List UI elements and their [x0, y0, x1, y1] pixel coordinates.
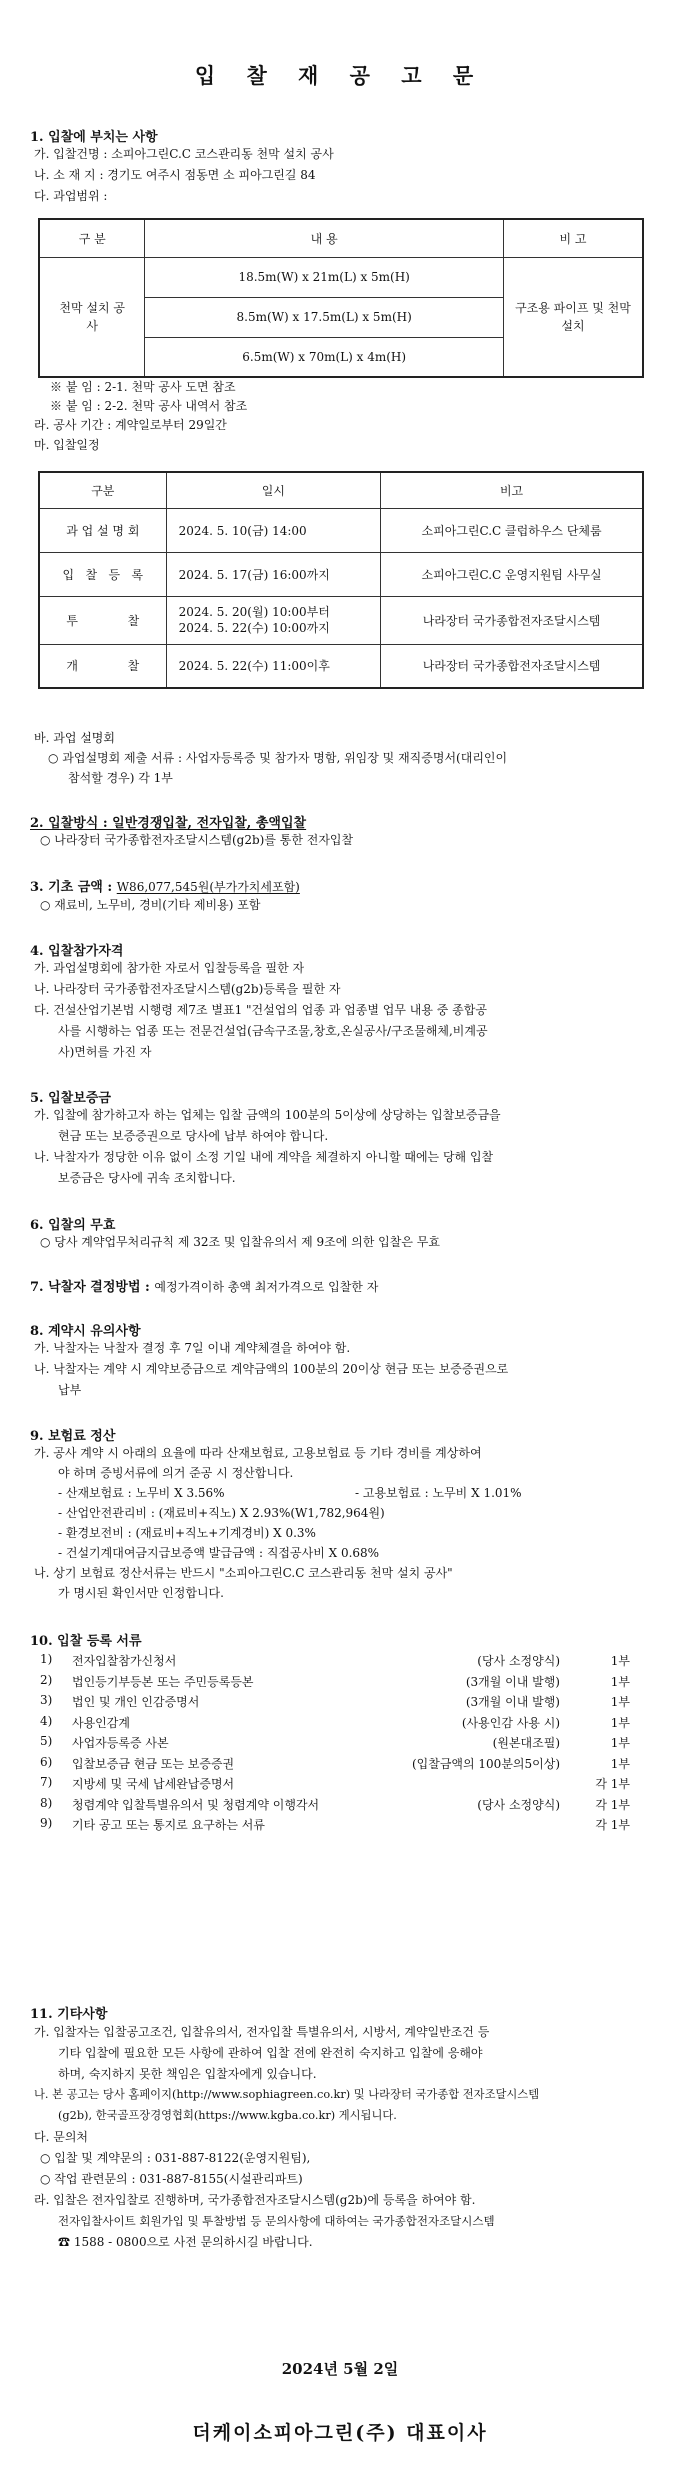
document-number: 9) [40, 1816, 53, 1830]
section-11-heading: 11. 기타사항 [30, 2007, 108, 2022]
document-note: (입찰금액의 100분의5이상) [411, 1757, 560, 1771]
document-name: 법인등기부등본 또는 주민등록등본 [72, 1675, 254, 1689]
section-11-line4: 나. 본 공고는 당사 홈페이지(http://www.sophiagreen.co.kr) 및 나라장터 국가종합 전자조달시스템 [34, 2088, 540, 2101]
section-11-line11: ☎ 1588 - 0800으로 사전 문의하시길 바랍니다. [58, 2235, 313, 2249]
section-6-line1: ○ 당사 계약업무처리규칙 제 32조 및 입찰유의서 제 9조에 의한 입찰은 무효 [40, 1235, 440, 1249]
section-8-heading: 8. 계약시 유의사항 [30, 1324, 141, 1339]
scope-category: 천막 설치 공사 [39, 257, 145, 377]
schedule-row-note: 나라장터 국가종합전자조달시스템 [381, 644, 643, 688]
attachment-ref-1: ※ 붙 임 : 2-1. 천막 공사 도면 참조 [50, 380, 236, 394]
document-name: 사업자등록증 사본 [72, 1736, 169, 1750]
section-9-line8: 가 명시된 확인서만 인정합니다. [58, 1586, 224, 1600]
scope-row: 8.5m(W) x 17.5m(L) x 5m(H) [145, 297, 503, 337]
section-4-heading: 4. 입찰참가자격 [30, 944, 124, 959]
section-11-line3: 하며, 숙지하지 못한 책임은 입찰자에게 있습니다. [58, 2067, 317, 2081]
schedule-row-note: 나라장터 국가종합전자조달시스템 [381, 596, 643, 644]
section-4-line5: 사)면허를 가진 자 [58, 1045, 152, 1059]
scope-note: 구조용 파이프 및 천막 설치 [503, 257, 643, 377]
section-3-line1: ○ 재료비, 노무비, 경비(기타 제비용) 포함 [40, 898, 261, 912]
scope-header-note: 비 고 [503, 219, 643, 257]
schedule-row-name: 투 찰 [39, 596, 166, 644]
equipment-guarantee-rate: - 건설기계대여금지급보증액 발급금액 : 직접공사비 X 0.68% [58, 1546, 380, 1560]
signature: 더케이소피아그린(주) 대표이사 [192, 2422, 488, 2444]
schedule-header-note: 비고 [381, 472, 643, 508]
section-6-heading: 6. 입찰의 무효 [30, 1218, 116, 1233]
attachment-ref-2: ※ 붙 임 : 2-2. 천막 공사 내역서 참조 [50, 399, 248, 413]
section-4-line1: 가. 과업설명회에 참가한 자로서 입찰등록을 필한 자 [34, 961, 305, 975]
document-note: (당사 소정양식) [477, 1798, 560, 1812]
section-4-line4: 사를 시행하는 업종 또는 전문건설업(금속구조물,창호,온실공사/구조물해체,비계공 [58, 1024, 488, 1038]
section-5-heading: 5. 입찰보증금 [30, 1091, 111, 1106]
schedule-row-time [166, 596, 381, 644]
contact-work: ○ 작업 관련문의 : 031-887-8155(시설관리파트) [40, 2172, 303, 2186]
section-11-line1: 가. 입찰자는 입찰공고조건, 입찰유의서, 전자입찰 특별유의서, 시방서, 계약일반조건 등 [34, 2025, 490, 2039]
document-name: 사용인감계 [72, 1716, 130, 1730]
section-11-line10: 전자입찰사이트 회원가입 및 투찰방법 등 문의사항에 대하여는 국가종합전자조달시스템 [58, 2214, 495, 2228]
section-9-heading: 9. 보험료 정산 [30, 1429, 116, 1444]
construction-period: 라. 공사 기간 : 계약일로부터 29일간 [34, 418, 227, 432]
document-quantity: 1부 [610, 1695, 630, 1709]
section-8-line2: 나. 낙찰자는 계약 시 계약보증금으로 계약금액의 100분의 20이상 현금 또는 보증증권으로 [34, 1362, 509, 1376]
bid-name: 가. 입찰건명 : 소피아그린C.C 코스관리동 천막 설치 공사 [34, 147, 334, 161]
document-name: 지방세 및 국세 납세완납증명서 [72, 1777, 235, 1791]
document-number: 3) [40, 1693, 53, 1707]
document-quantity: 1부 [610, 1736, 630, 1750]
document-note: (사용인감 사용 시) [461, 1716, 560, 1730]
section-2-heading: 2. 입찰방식 : 일반경쟁입찰, 전자입찰, 총액입찰 [30, 816, 307, 831]
section-4-line2: 나. 나라장터 국가종합전자조달시스템(g2b)등록을 필한 자 [34, 982, 341, 996]
base-amount: W86,077,545원(부가가치세포함) [116, 880, 300, 894]
document-note: (당사 소정양식) [477, 1654, 560, 1668]
briefing-docs-line2: 참석할 경우) 각 1부 [68, 771, 173, 785]
schedule-row-name: 입 찰 등 록 [39, 552, 166, 596]
document-quantity: 1부 [610, 1675, 630, 1689]
document-number: 7) [40, 1775, 53, 1789]
environment-rate: - 환경보전비 : (재료비+직노+기계경비) X 0.3% [58, 1526, 316, 1540]
section-11-line5: (g2b), 한국골프장경영협회(https://www.kgba.co.kr) 게시됩니다. [58, 2109, 397, 2122]
schedule-table [38, 471, 644, 689]
document-quantity: 1부 [610, 1654, 630, 1668]
section-5-line2: 현금 또는 보증증권으로 당사에 납부 하여야 합니다. [58, 1129, 329, 1143]
section-11-line2: 기타 입찰에 필요한 모든 사항에 관하여 입찰 전에 완전히 숙지하고 입찰에 응해야 [58, 2046, 483, 2060]
scope-header-content: 내 용 [145, 219, 503, 257]
section-9-line7: 나. 상기 보험료 정산서류는 반드시 "소피아그린C.C 코스관리동 천막 설치 공사" [34, 1566, 453, 1580]
section-9-line1: 가. 공사 계약 시 아래의 요율에 따라 산재보험료, 고용보험료 등 기타 경비를 계상하여 [34, 1446, 482, 1460]
section-1-heading: 1. 입찰에 부치는 사항 [30, 130, 158, 145]
scope-label: 다. 과업범위 : [34, 189, 108, 203]
schedule-header-datetime: 일시 [166, 472, 381, 508]
scope-table [38, 218, 644, 378]
section-2-line1: ○ 나라장터 국가종합전자조달시스템(g2b)를 통한 전자입찰 [40, 833, 354, 847]
schedule-row-time: 2024. 5. 10(금) 14:00 [166, 508, 381, 552]
industrial-accident-rate: - 산재보험료 : 노무비 X 3.56% [58, 1486, 225, 1500]
section-5-line1: 가. 입찰에 참가하고자 하는 업체는 입찰 금액의 100분의 5이상에 상당하는 입찰보증금을 [34, 1108, 501, 1122]
employment-insurance-rate: - 고용보험료 : 노무비 X 1.01% [355, 1486, 522, 1500]
section-8-line1: 가. 낙찰자는 낙찰자 결정 후 7일 이내 계약체결을 하여야 함. [34, 1341, 351, 1355]
document-number: 1) [40, 1652, 53, 1666]
contact-label: 다. 문의처 [34, 2130, 88, 2144]
document-quantity: 각 1부 [595, 1818, 630, 1832]
scope-row: 18.5m(W) x 21m(L) x 5m(H) [145, 257, 503, 297]
schedule-row-note: 소피아그린C.C 클럽하우스 단체룸 [381, 508, 643, 552]
scope-row: 6.5m(W) x 70m(L) x 4m(H) [145, 337, 503, 377]
document-number: 5) [40, 1734, 53, 1748]
section-8-line3: 납부 [58, 1383, 82, 1397]
briefing-docs-line1: ○ 과업설명회 제출 서류 : 사업자등록증 및 참가자 명함, 위임장 및 재직증명서(대리인이 [48, 751, 508, 765]
section-7-title: 7. 낙찰자 결정방법 : [30, 1280, 155, 1295]
document-note: (3개월 이내 발행) [465, 1675, 560, 1689]
section-9-line2: 야 하며 증빙서류에 의거 준공 시 정산합니다. [58, 1466, 294, 1480]
section-5-line4: 보증금은 당사에 귀속 조치합니다. [58, 1171, 236, 1185]
notice-date: 2024년 5월 2일 [281, 2360, 399, 2378]
document-note: (원본대조필) [492, 1736, 560, 1750]
section-5-line3: 나. 낙찰자가 정당한 이유 없이 소정 기일 내에 계약을 체결하지 아니할 때에는 당해 입찰 [34, 1150, 494, 1164]
award-method: 예정가격이하 총액 최저가격으로 입찰한 자 [154, 1280, 379, 1294]
document-name: 법인 및 개인 인감증명서 [72, 1695, 200, 1709]
schedule-row-time: 2024. 5. 22(수) 11:00이후 [166, 644, 381, 688]
briefing-label: 바. 과업 설명회 [34, 731, 115, 745]
document-note: (3개월 이내 발행) [465, 1695, 560, 1709]
scope-header-category: 구 분 [39, 219, 145, 257]
notice-title: 입 찰 재 공 고 문 [194, 63, 486, 88]
section-11-line9: 라. 입찰은 전자입찰로 진행하며, 국가종합전자조달시스템(g2b)에 등록을 하여야 함. [34, 2193, 476, 2207]
document-name: 청렴계약 입찰특별유의서 및 청렴계약 이행각서 [72, 1798, 320, 1812]
document-quantity: 1부 [610, 1757, 630, 1771]
document-name: 기타 공고 또는 통지로 요구하는 서류 [72, 1818, 265, 1832]
safety-management-rate: - 산업안전관리비 : (재료비+직노) X 2.93%(W1,782,964원) [58, 1506, 385, 1520]
schedule-row-time: 2024. 5. 17(금) 16:00까지 [166, 552, 381, 596]
document-quantity: 각 1부 [595, 1777, 630, 1791]
schedule-time-start: 2024. 5. 20(월) 10:00부터 [178, 605, 330, 619]
document-name: 입찰보증금 현금 또는 보증증권 [72, 1757, 235, 1771]
schedule-row-name: 개 찰 [39, 644, 166, 688]
document-number: 4) [40, 1714, 53, 1728]
document-quantity: 1부 [610, 1716, 630, 1730]
document-number: 6) [40, 1755, 53, 1769]
document-number: 2) [40, 1673, 53, 1687]
schedule-row-note: 소피아그린C.C 운영지원팀 사무실 [381, 552, 643, 596]
section-3-heading [30, 876, 300, 895]
section-3-title: 3. 기초 금액 : [30, 880, 117, 895]
schedule-label: 마. 입찰일정 [34, 438, 100, 452]
contact-bid: ○ 입찰 및 계약문의 : 031-887-8122(운영지원팀), [40, 2151, 311, 2165]
section-7-heading [30, 1276, 378, 1295]
schedule-header-type: 구분 [39, 472, 166, 508]
document-name: 전자입찰참가신청서 [72, 1654, 177, 1668]
schedule-row-name: 과 업 설 명 회 [39, 508, 166, 552]
section-10-heading: 10. 입찰 등록 서류 [30, 1634, 142, 1649]
bid-location: 나. 소 재 지 : 경기도 여주시 점동면 소 피아그린길 84 [34, 168, 316, 182]
document-quantity: 각 1부 [595, 1798, 630, 1812]
section-4-line3: 다. 건설산업기본법 시행령 제7조 별표1 "건설업의 업종 과 업종별 업무 내용 중 종합공 [34, 1003, 487, 1017]
document-number: 8) [40, 1796, 53, 1810]
schedule-time-end: 2024. 5. 22(수) 10:00까지 [178, 621, 330, 635]
